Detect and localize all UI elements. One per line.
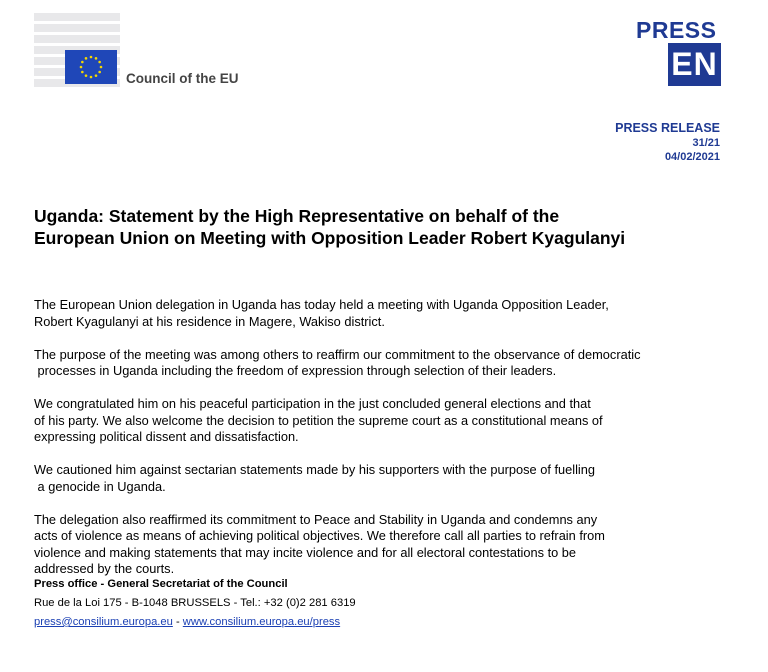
text-line: a genocide in Uganda. [34, 478, 166, 494]
flag-star [81, 71, 84, 74]
text-line: expressing political dissent and dissatisfaction. [34, 429, 299, 444]
text-line: We cautioned him against sectarian statements made by his supporters with the purpose of fuelling [34, 462, 596, 477]
statement-body [34, 297, 744, 594]
press-office-footer [34, 575, 356, 632]
flag-star [95, 57, 98, 60]
text-line: The purpose of the meeting was among others to reaffirm our commitment to the observance of democratic [34, 346, 641, 362]
text-line: addressed by the courts. [34, 561, 175, 576]
text-line: Robert Kyagulanyi at his residence in Magere, Wakiso district. [34, 313, 385, 329]
flag-star [85, 74, 88, 77]
text-line: of his party. We also welcome the decision to petition the supreme court as a constitutional means of [34, 412, 603, 428]
text-line: acts of violence as means of achieving political objectives. We therefore call all parties to refrain from [34, 528, 605, 543]
paragraph [34, 462, 744, 495]
email-link[interactable]: press@consilium.europa.eu [34, 616, 173, 628]
press-office-address: Rue de la Loi 175 - B-1048 BRUSSELS - Tel.: +32 (0)2 281 6319 [34, 597, 356, 609]
contact-links [34, 613, 356, 632]
release-date: 04/02/2021 [664, 151, 720, 163]
press-office-name: Press office - General Secretariat of the Council [34, 578, 288, 590]
text-line: The delegation also reaffirmed its commitment to Peace and Stability in Uganda and condemns any [34, 511, 598, 527]
flag-star [80, 66, 83, 69]
title-line: European Union on Meeting with Opposition Leader Robert Kyagulanyi [34, 228, 626, 248]
paragraph [34, 396, 744, 446]
paragraph [34, 512, 744, 578]
title-line: Uganda: Statement by the High Representative on behalf of the [34, 206, 560, 226]
text-line: processes in Uganda including the freedom of expression through selection of their leaders. [34, 363, 557, 378]
flag-star [100, 66, 103, 69]
logo-text: Council of the EU [126, 71, 239, 86]
flag-star [81, 61, 84, 64]
language-badge: EN [668, 43, 721, 86]
link-separator: - [172, 616, 183, 628]
text-line: We congratulated him on his peaceful participation in the just concluded general elections and that [34, 396, 591, 411]
release-number: 31/21 [692, 137, 720, 149]
flag-star [98, 71, 101, 74]
text-line: violence and making statements that may incite violence and for all electoral contestations to be [34, 544, 577, 560]
release-label: PRESS RELEASE [615, 121, 720, 135]
eu-flag [65, 50, 117, 84]
website-link[interactable]: www.consilium.europa.eu/press [182, 616, 341, 628]
council-logo [34, 13, 120, 89]
flag-star [90, 76, 93, 79]
text-line: The European Union delegation in Uganda has today held a meeting with Uganda Opposition Leader, [34, 297, 609, 312]
paragraph [34, 347, 744, 380]
flag-star [90, 56, 93, 59]
flag-star [85, 57, 88, 60]
release-info [615, 121, 720, 164]
press-label: PRESS [636, 17, 717, 43]
paragraph [34, 297, 744, 330]
page-title [34, 205, 734, 249]
flag-star [98, 61, 101, 64]
flag-star [95, 74, 98, 77]
